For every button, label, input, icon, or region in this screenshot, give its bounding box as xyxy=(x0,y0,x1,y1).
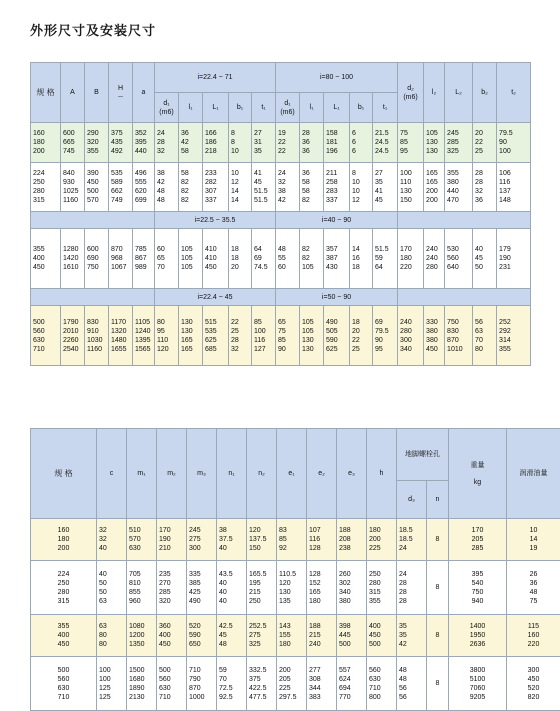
header-spec: 规 格 xyxy=(31,63,61,123)
header-m1: m₁ xyxy=(127,429,157,519)
cell-L1a: 233 282 307 337 xyxy=(203,163,229,212)
cell-l1b: 82 82 105 xyxy=(300,229,324,289)
cell-b1b: 18 20 22 25 xyxy=(350,306,373,366)
cell-t1a: 64 69 74.5 xyxy=(252,229,276,289)
cell-b1b: 8 10 10 12 xyxy=(350,163,373,212)
cell-l1b: 28 36 36 xyxy=(300,123,324,163)
cell-oil: 10 14 19 xyxy=(507,519,560,561)
cell-e2: 128 152 165 180 xyxy=(307,561,337,615)
header-ratio-group-2: i=80 ~ 100 xyxy=(276,63,398,93)
cell-l2: 330 380 380 450 xyxy=(424,306,445,366)
ratio-band-row xyxy=(31,289,531,306)
cell-e1: 83 85 92 xyxy=(277,519,307,561)
cell-d1b: 65 75 85 90 xyxy=(276,306,300,366)
cell-spec: 355 400 450 xyxy=(31,229,61,289)
cell-B: 830 910 1030 1160 xyxy=(85,306,109,366)
cell-d2: 170 180 220 xyxy=(398,229,424,289)
cell-H: 870 968 1067 xyxy=(109,229,133,289)
header-m2: m₂ xyxy=(157,429,187,519)
cell-l1b: 36 58 58 82 xyxy=(300,163,324,212)
cell-H: 1170 1320 1480 1655 xyxy=(109,306,133,366)
header-t1: t₁ xyxy=(373,93,398,123)
cell-m1: 705 810 855 960 xyxy=(127,561,157,615)
cell-b2: 20 22 25 xyxy=(473,123,497,163)
cell-b1a: 18 18 20 xyxy=(229,229,252,289)
cell-t1a: 41 45 51.5 51.5 xyxy=(252,163,276,212)
cell-c: 63 80 80 xyxy=(97,615,127,657)
cell-e3: 260 302 340 380 xyxy=(337,561,367,615)
cell-e2: 277 308 344 383 xyxy=(307,657,337,711)
cell-a: 352 395 440 xyxy=(133,123,155,163)
cell-t1b: 69 79.5 90 95 xyxy=(373,306,398,366)
band-ratio-label: i=22.4 ~ 45 xyxy=(155,289,276,306)
cell-n1: 43.5 40 40 40 xyxy=(217,561,247,615)
cell-B: 600 690 750 xyxy=(85,229,109,289)
cell-a: 1105 1240 1395 1565 xyxy=(133,306,155,366)
cell-m2: 235 270 285 320 xyxy=(157,561,187,615)
cell-t1b: 27 35 41 45 xyxy=(373,163,398,212)
header-e2: e₂ xyxy=(307,429,337,519)
cell-n2: 252.5 275 325 xyxy=(247,615,277,657)
cell-h: 250 280 315 355 xyxy=(367,561,397,615)
band-blank xyxy=(398,212,531,229)
header-L2: L₂ xyxy=(445,63,473,123)
header-H: H — xyxy=(109,63,133,123)
cell-d3: 24 28 28 28 xyxy=(397,561,427,615)
cell-d2: 75 85 95 xyxy=(398,123,424,163)
header-A: A xyxy=(61,63,85,123)
cell-b2: 40 45 50 xyxy=(473,229,497,289)
cell-weight: 1400 1950 2636 xyxy=(449,615,507,657)
cell-spec: 500 560 630 710 xyxy=(31,306,61,366)
cell-L2: 355 380 440 470 xyxy=(445,163,473,212)
cell-B: 290 320 355 xyxy=(85,123,109,163)
header-d1: d₁ (m6) xyxy=(276,93,300,123)
cell-l2: 105 130 130 xyxy=(424,123,445,163)
cell-d1b: 24 32 38 42 xyxy=(276,163,300,212)
cell-c: 32 32 40 xyxy=(97,519,127,561)
cell-A: 840 930 1025 1160 xyxy=(61,163,85,212)
header-l2: l₂ xyxy=(424,63,445,123)
cell-a: 785 867 989 xyxy=(133,229,155,289)
band-ratio-label: i=22.5 ~ 35.5 xyxy=(155,212,276,229)
cell-t1b: 21.5 24.5 24.5 xyxy=(373,123,398,163)
dimension-table xyxy=(30,62,531,366)
band-blank xyxy=(398,289,531,306)
cell-d1a: 38 42 48 48 xyxy=(155,163,179,212)
cell-a: 496 555 620 699 xyxy=(133,163,155,212)
table-row xyxy=(31,229,531,289)
cell-e1: 110.5 120 130 135 xyxy=(277,561,307,615)
ratio-band-row xyxy=(31,212,531,229)
cell-h: 560 630 710 800 xyxy=(367,657,397,711)
header-L1: L₁ xyxy=(324,93,350,123)
cell-h: 180 200 225 xyxy=(367,519,397,561)
cell-L1a: 166 186 218 xyxy=(203,123,229,163)
cell-d1a: 80 95 110 120 xyxy=(155,306,179,366)
header-oil: 润滑油量 xyxy=(507,429,560,519)
page-title: 外形尺寸及安装尺寸 xyxy=(30,20,156,39)
cell-d1a: 24 28 32 xyxy=(155,123,179,163)
cell-L2: 245 285 325 xyxy=(445,123,473,163)
cell-L1b: 490 505 590 625 xyxy=(324,306,350,366)
cell-A: 1790 2010 2260 2540 xyxy=(61,306,85,366)
cell-A: 600 665 745 xyxy=(61,123,85,163)
header-t1: t₁ xyxy=(252,93,276,123)
band-blank xyxy=(31,289,155,306)
table-row xyxy=(31,123,531,163)
cell-d1b: 48 55 60 xyxy=(276,229,300,289)
cell-d1a: 60 65 70 xyxy=(155,229,179,289)
cell-b2: 56 63 70 80 xyxy=(473,306,497,366)
cell-l1a: 58 82 82 82 xyxy=(179,163,203,212)
cell-m3: 335 385 425 490 xyxy=(187,561,217,615)
cell-m2: 500 560 630 710 xyxy=(157,657,187,711)
cell-b1a: 8 8 10 xyxy=(229,123,252,163)
cell-m2: 170 190 210 xyxy=(157,519,187,561)
header-weight: 重量 kg xyxy=(449,429,507,519)
cell-e1: 143 155 180 xyxy=(277,615,307,657)
cell-m1: 1080 1200 1350 xyxy=(127,615,157,657)
table-row xyxy=(31,519,560,561)
cell-t2: 79.5 90 100 xyxy=(497,123,531,163)
cell-weight: 395 540 750 940 xyxy=(449,561,507,615)
header-c: c xyxy=(97,429,127,519)
header-n: n xyxy=(427,481,449,519)
cell-n2: 120 137.5 150 xyxy=(247,519,277,561)
table-row xyxy=(31,163,531,212)
cell-d2: 240 280 300 340 xyxy=(398,306,424,366)
header-n1: n₁ xyxy=(217,429,247,519)
cell-spec: 224 250 280 315 xyxy=(31,561,97,615)
cell-b1a: 10 12 14 14 xyxy=(229,163,252,212)
cell-c: 40 50 50 63 xyxy=(97,561,127,615)
cell-m1: 510 570 630 xyxy=(127,519,157,561)
cell-t1a: 85 100 116 127 xyxy=(252,306,276,366)
cell-e1: 200 205 225 297.5 xyxy=(277,657,307,711)
band-blank xyxy=(31,212,155,229)
cell-b1b: 14 16 18 xyxy=(350,229,373,289)
header-l1: l₁ xyxy=(179,93,203,123)
cell-weight: 170 205 285 xyxy=(449,519,507,561)
header-m3: m₃ xyxy=(187,429,217,519)
cell-n1: 42.5 45 48 xyxy=(217,615,247,657)
cell-t2: 252 292 314 355 xyxy=(497,306,531,366)
header-d1: d₁ (m6) xyxy=(155,93,179,123)
installation-table xyxy=(30,428,560,711)
header-e3: e₃ xyxy=(337,429,367,519)
header-h: h xyxy=(367,429,397,519)
cell-B: 390 450 500 570 xyxy=(85,163,109,212)
cell-spec: 355 400 450 xyxy=(31,615,97,657)
band-ratio-label: i=40 ~ 90 xyxy=(276,212,398,229)
cell-e3: 398 445 500 xyxy=(337,615,367,657)
header-l1: l₁ xyxy=(300,93,324,123)
cell-l2: 165 165 200 200 xyxy=(424,163,445,212)
header-b1: b₁ xyxy=(350,93,373,123)
cell-spec: 160 180 200 xyxy=(31,519,97,561)
header-n2: n₂ xyxy=(247,429,277,519)
cell-d3: 48 48 56 56 xyxy=(397,657,427,711)
cell-m3: 245 275 300 xyxy=(187,519,217,561)
cell-l2: 240 240 280 xyxy=(424,229,445,289)
cell-n: 8 xyxy=(427,561,449,615)
cell-oil: 115 160 220 xyxy=(507,615,560,657)
cell-L2: 750 830 870 1010 xyxy=(445,306,473,366)
header-a: a xyxy=(133,63,155,123)
cell-L1b: 158 181 196 xyxy=(324,123,350,163)
cell-e2: 188 215 240 xyxy=(307,615,337,657)
table-row xyxy=(31,561,560,615)
header-b2: b₂ xyxy=(473,63,497,123)
cell-h: 400 450 500 xyxy=(367,615,397,657)
cell-b1a: 22 25 28 32 xyxy=(229,306,252,366)
table-row xyxy=(31,657,560,711)
cell-n2: 332.5 375 422.5 477.5 xyxy=(247,657,277,711)
cell-d3: 35 35 42 xyxy=(397,615,427,657)
cell-n1: 59 70 72.5 92.5 xyxy=(217,657,247,711)
header-d2: d₂ (m6) xyxy=(398,63,424,123)
cell-H: 535 589 662 749 xyxy=(109,163,133,212)
cell-oil: 300 450 520 820 xyxy=(507,657,560,711)
table-row xyxy=(31,306,531,366)
cell-weight: 3800 5100 7060 9205 xyxy=(449,657,507,711)
band-ratio-label: i=50 ~ 90 xyxy=(276,289,398,306)
cell-L1a: 410 410 450 xyxy=(203,229,229,289)
header-anchor-bolt: 地脚螺栓孔 xyxy=(397,429,449,481)
cell-L1b: 211 258 283 337 xyxy=(324,163,350,212)
header-t2: t₂ xyxy=(497,63,531,123)
header-spec: 规 格 xyxy=(31,429,97,519)
cell-l1a: 130 130 165 165 xyxy=(179,306,203,366)
cell-spec: 160 180 200 xyxy=(31,123,61,163)
cell-t2: 179 190 231 xyxy=(497,229,531,289)
cell-e3: 188 208 238 xyxy=(337,519,367,561)
cell-L1b: 357 387 430 xyxy=(324,229,350,289)
cell-t2: 106 116 137 148 xyxy=(497,163,531,212)
header-ratio-group-1: i=22.4 ~ 71 xyxy=(155,63,276,93)
cell-spec: 224 250 280 315 xyxy=(31,163,61,212)
cell-l1b: 105 105 130 130 xyxy=(300,306,324,366)
cell-l1a: 105 105 105 xyxy=(179,229,203,289)
header-b1: b₁ xyxy=(229,93,252,123)
cell-L1a: 515 535 625 685 xyxy=(203,306,229,366)
header-L1: L₁ xyxy=(203,93,229,123)
header-B: B xyxy=(85,63,109,123)
cell-l1a: 36 42 58 xyxy=(179,123,203,163)
cell-m3: 710 790 870 1000 xyxy=(187,657,217,711)
cell-e2: 107 116 128 xyxy=(307,519,337,561)
cell-n: 8 xyxy=(427,615,449,657)
table-row xyxy=(31,615,560,657)
cell-H: 375 435 492 xyxy=(109,123,133,163)
cell-oil: 26 36 48 75 xyxy=(507,561,560,615)
cell-n2: 165.5 195 215 250 xyxy=(247,561,277,615)
cell-b1b: 6 6 6 xyxy=(350,123,373,163)
cell-t1b: 51.5 59 64 xyxy=(373,229,398,289)
cell-m1: 1500 1680 1890 2130 xyxy=(127,657,157,711)
cell-d3: 18.5 18.5 24 xyxy=(397,519,427,561)
cell-t1a: 27 31 35 xyxy=(252,123,276,163)
cell-e3: 557 624 694 770 xyxy=(337,657,367,711)
cell-spec: 500 560 630 710 xyxy=(31,657,97,711)
cell-A: 1280 1420 1610 xyxy=(61,229,85,289)
cell-d1b: 19 22 22 xyxy=(276,123,300,163)
cell-n1: 38 37.5 40 xyxy=(217,519,247,561)
cell-b2: 28 28 32 36 xyxy=(473,163,497,212)
cell-L2: 530 560 640 xyxy=(445,229,473,289)
cell-c: 100 100 125 125 xyxy=(97,657,127,711)
cell-m2: 360 400 450 xyxy=(157,615,187,657)
cell-n: 8 xyxy=(427,519,449,561)
header-d3: d₃ xyxy=(397,481,427,519)
header-e1: e₁ xyxy=(277,429,307,519)
cell-m3: 520 590 650 xyxy=(187,615,217,657)
cell-n: 8 xyxy=(427,657,449,711)
cell-d2: 100 110 130 150 xyxy=(398,163,424,212)
